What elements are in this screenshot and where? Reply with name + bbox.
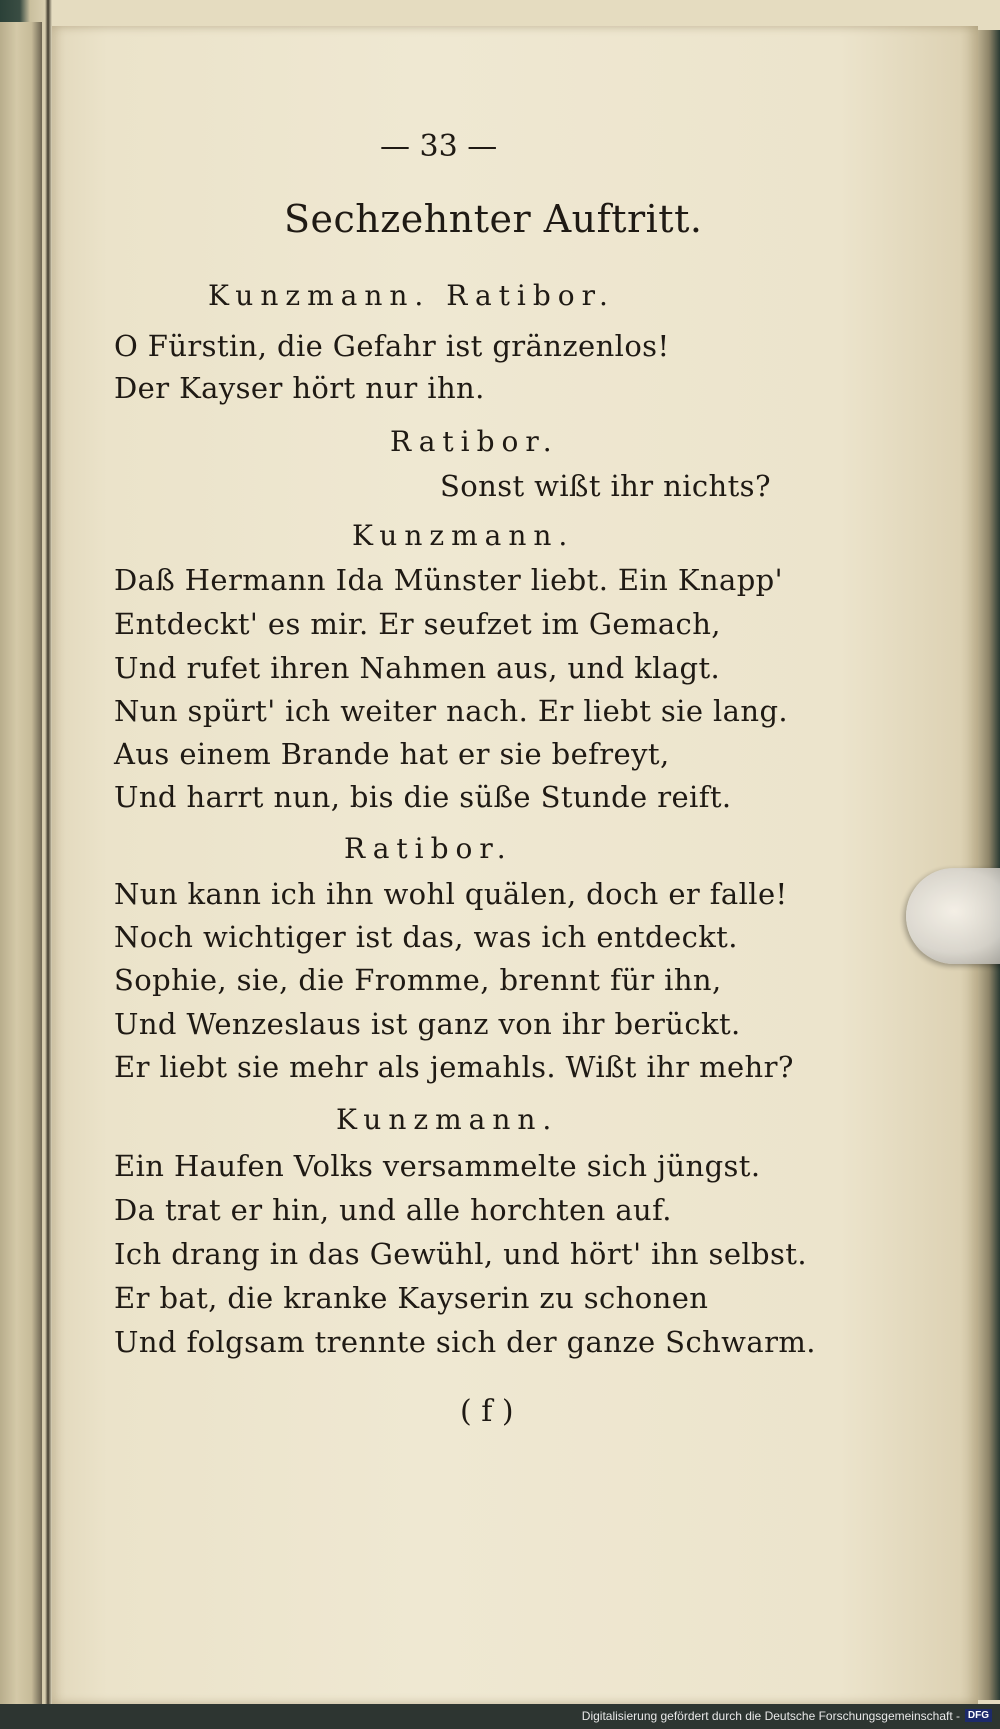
page-number: — 33 — bbox=[380, 129, 498, 164]
previous-page-edge bbox=[0, 22, 42, 1706]
speaker-line: Kunzmann. bbox=[352, 519, 575, 552]
speaker-line: Kunzmann. Ratibor. bbox=[208, 279, 615, 312]
verse-line: Da trat er hin, und alle horchten auf. bbox=[114, 1193, 672, 1227]
verse-line: Noch wichtiger ist das, was ich entdeckt. bbox=[114, 920, 738, 954]
page-holder-thumb bbox=[906, 868, 1000, 964]
book-page bbox=[52, 26, 978, 1704]
verse-line: Ich drang in das Gewühl, und hört' ihn selbst. bbox=[114, 1237, 807, 1271]
verse-line: Und folgsam trennte sich der ganze Schwarm. bbox=[114, 1325, 816, 1359]
verse-line: O Fürstin, die Gefahr ist gränzenlos! bbox=[114, 329, 670, 363]
dfg-logo: DFG bbox=[965, 1709, 992, 1722]
verse-line: Daß Hermann Ida Münster liebt. Ein Knapp' bbox=[114, 563, 783, 597]
printer-signature: ( f ) bbox=[460, 1394, 514, 1429]
footer-credit: Digitalisierung gefördert durch die Deutsche Forschungsgemeinschaft - bbox=[581, 1709, 960, 1723]
verse-line: Ein Haufen Volks versammelte sich jüngst. bbox=[114, 1149, 761, 1183]
verse-line: Nun spürt' ich weiter nach. Er liebt sie lang. bbox=[114, 694, 789, 728]
speaker-line: Ratibor. bbox=[344, 832, 513, 865]
page-edge-shadow bbox=[978, 30, 1000, 1700]
speaker-line: Ratibor. bbox=[390, 425, 559, 458]
verse-line: Und rufet ihren Nahmen aus, und klagt. bbox=[114, 651, 721, 685]
verse-line: Der Kayser hört nur ihn. bbox=[114, 371, 485, 405]
scene-title: Sechzehnter Auftritt. bbox=[284, 197, 703, 241]
verse-line: Nun kann ich ihn wohl quälen, doch er falle! bbox=[114, 877, 788, 911]
verse-line: Entdeckt' es mir. Er seufzet im Gemach, bbox=[114, 607, 721, 641]
verse-line: Er bat, die kranke Kayserin zu schonen bbox=[114, 1281, 709, 1315]
verse-line: Er liebt sie mehr als jemahls. Wißt ihr mehr? bbox=[114, 1050, 794, 1084]
verse-line: Sophie, sie, die Fromme, brennt für ihn, bbox=[114, 963, 722, 997]
verse-line: Und Wenzeslaus ist ganz von ihr berückt. bbox=[114, 1007, 741, 1041]
speaker-line: Kunzmann. bbox=[336, 1103, 559, 1136]
verse-line: Und harrt nun, bis die süße Stunde reift. bbox=[114, 780, 732, 814]
verse-line: Sonst wißt ihr nichts? bbox=[440, 469, 771, 503]
verse-line: Aus einem Brande hat er sie befreyt, bbox=[114, 737, 670, 771]
